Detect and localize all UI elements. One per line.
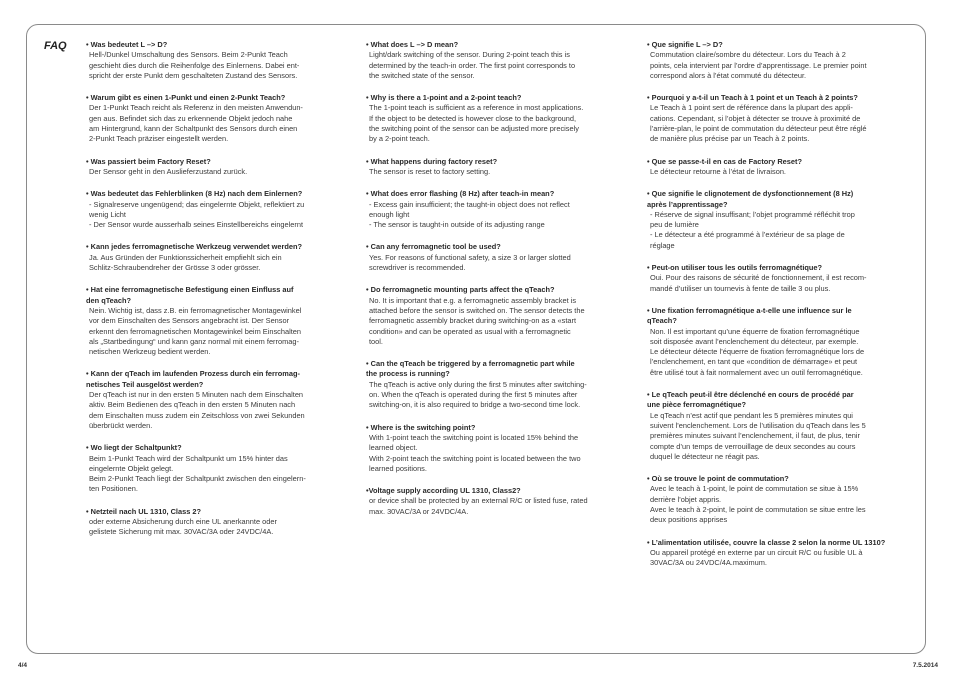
faq-item — [366, 157, 618, 178]
faq-item — [86, 443, 338, 494]
faq-answer: Nein. Wichtig ist, dass z.B. ein ferromagnetischer Montagewinkel vor dem Einschalten des Sensors angebracht ist. Der Sensor erkennt den ferromagnetischen Montagewinkel beim Einschalten als „Startbedingung“ und kann ganz normal mit einem ferromag- netischen Werkzeug bedient werden. — [89, 305, 302, 357]
faq-answer: The sensor is reset to factory setting. — [369, 166, 491, 176]
faq-item — [86, 242, 338, 273]
faq-answer: No. It is important that e.g. a ferromagnetic assembly bracket is attached before the sensor is switched on. The sensor detects the ferromagnetic assembly bracket during switching-on as a «start condition» and can be operated as usual with a ferromagnetic tool. — [369, 295, 585, 346]
faq-question: • What happens during factory reset? — [366, 156, 498, 166]
faq-question: • Où se trouve le point de commutation? — [647, 474, 789, 484]
faq-answer: Le qTeach n’est actif que pendant les 5 premières minutes qui suivent l’enclenchement. Lors de l’utilisation du qTeach dans les 5 premières minutes suivant l’enclenchement, il faut, de plus, tenir compte d’un temps de verrouillage de deux secondes au cours duquel le détecteur ne réagit pas. — [650, 410, 866, 461]
faq-item — [647, 93, 899, 144]
faq-item — [366, 242, 618, 273]
faq-item — [86, 157, 338, 178]
column-french — [647, 40, 899, 580]
faq-question: • Que se passe-t-il en cas de Factory Reset? — [647, 156, 802, 166]
faq-heading: FAQ — [44, 40, 67, 52]
faq-question: • Was passiert beim Factory Reset? — [86, 156, 211, 166]
faq-answer: Le Teach à 1 point sert de référence dans la plupart des appli- cations. Cependant, si l’objet à détecter se trouve à proximité de l’arrière-plan, le point de commutation du détecteur peut être réglé de manière plus précise par un Teach à 2 points. — [650, 103, 867, 144]
faq-question: • Can the qTeach be triggered by a ferromagnetic part while the process is running? — [366, 359, 575, 379]
faq-item — [366, 93, 618, 144]
faq-answer: The 1-point teach is sufficient as a reference in most applications. If the object to be detected is however close to the background, the switching point of the sensor can be adjusted more precisely by a 2-point teach. — [369, 103, 584, 144]
faq-answer: Le détecteur retourne à l’état de livraison. — [650, 166, 786, 176]
faq-answer: Commutation claire/sombre du détecteur. Lors du Teach à 2 points, cela intervient par l’ordre d’apprentissage. Le premier point correspond alors à l’état commuté du détecteur. — [650, 50, 867, 80]
faq-question: • Hat eine ferromagnetische Befestigung einen Einfluss auf den qTeach? — [86, 285, 294, 305]
faq-answer: - Réserve de signal insuffisant; l’objet programmé réfléchit trop peu de lumière - Le détecteur a été programmé à l’extérieur de sa plage de réglage — [650, 209, 855, 250]
faq-answer: oder externe Absicherung durch eine UL anerkannte oder gelistete Sicherung mit max. 30VAC/3A oder 24VDC/4A. — [89, 516, 277, 537]
faq-item — [366, 359, 618, 410]
faq-question: • Pourquoi y a-t-il un Teach à 1 point et un Teach à 2 points? — [647, 93, 858, 103]
faq-question: • Kann jedes ferromagnetische Werkzeug verwendet werden? — [86, 242, 303, 252]
faq-question: • Where is the switching point? — [366, 422, 476, 432]
faq-answer: Der 1-Punkt Teach reicht als Referenz in den meisten Anwendun- gen aus. Befindet sich das zu erkennende Objekt jedoch nahe am Hintergrund, kann der Schaltpunkt des Sensors durch einen 2-Punkt Teach präziser eingestellt werden. — [89, 103, 303, 144]
faq-answer: Ja. Aus Gründen der Funktionssicherheit empfiehlt sich ein Schlitz-Schraubendreher der Grösse 3 oder grösser. — [89, 252, 282, 273]
faq-item — [366, 486, 618, 517]
faq-item — [647, 40, 899, 81]
faq-question: • Why is there a 1-point and a 2-point teach? — [366, 93, 522, 103]
faq-question: • Wo liegt der Schaltpunkt? — [86, 443, 182, 453]
faq-answer: Beim 1-Punkt Teach wird der Schaltpunkt um 15% hinter das eingelernte Objekt gelegt. Beim 2-Punkt Teach liegt der Schaltpunkt zwischen den eingelern- ten Positionen. — [89, 453, 306, 494]
faq-item — [366, 285, 618, 347]
faq-item — [647, 474, 899, 525]
faq-answer: or device shall be protected by an external R/C or listed fuse, rated max. 30VAC/3A or 24VDC/4A. — [369, 496, 588, 516]
faq-answer: With 1-point teach the switching point is located 15% behind the learned object. With 2-point teach the switching point is located between the two learned positions. — [369, 432, 581, 473]
faq-item — [366, 423, 618, 474]
faq-answer: Yes. For reasons of functional safety, a size 3 or larger slotted screwdriver is recommended. — [369, 252, 571, 273]
faq-question: • What does L –> D mean? — [366, 40, 459, 49]
faq-question: • Was bedeutet das Fehlerblinken (8 Hz) nach dem Einlernen? — [86, 189, 303, 199]
faq-item — [647, 538, 899, 569]
faq-answer: - Excess gain insufficient; the taught-in object does not reflect enough light - The sensor is taught-in outside of its adjusting range — [369, 199, 570, 230]
faq-item — [366, 40, 618, 81]
column-english — [366, 40, 618, 529]
faq-answer: Light/dark switching of the sensor. During 2-point teach this is determined by the teach-in order. The first point corresponds to the switched state of the sensor. — [369, 50, 576, 80]
faq-answer: Ou appareil protégé en externe par un circuit R/C ou fusible UL à 30VAC/3A ou 24VDC/4A.maximum. — [650, 547, 863, 568]
document-date: 7.5.2014 — [912, 662, 938, 669]
faq-answer: Avec le teach à 1-point, le point de commutation se situe à 15% derrière l’objet appris. Avec le teach à 2-point, le point de commutation se situe entre les deux positions apprises — [650, 484, 866, 525]
faq-answer: Non. Il est important qu’une équerre de fixation ferromagnétique soit disposée avant l’enclenchement du détecteur, par exemple. Le détecteur détecte l’équerre de fixation ferromagnétique lors de l’enclenchement, en tant que «condition de démarrage» et peut être utilisé tout à fait normalement avec un outil ferromagnétique. — [650, 326, 865, 377]
faq-question: • L’alimentation utilisée, couvre la classe 2 selon la norme UL 1310? — [647, 537, 886, 547]
faq-item — [647, 306, 899, 378]
faq-question: • Do ferromagnetic mounting parts affect the qTeach? — [366, 285, 555, 295]
faq-question: • Que signifie le clignotement de dysfonctionnement (8 Hz) après l’apprentissage? — [647, 189, 854, 209]
faq-question: • Que signifie L –> D? — [647, 40, 723, 49]
faq-question: • What does error flashing (8 Hz) after teach-in mean? — [366, 189, 555, 199]
page-number: 4/4 — [18, 662, 28, 669]
faq-question: • Warum gibt es einen 1-Punkt und einen 2-Punkt Teach? — [86, 93, 286, 103]
faq-answer: Der qTeach ist nur in den ersten 5 Minuten nach dem Einschalten aktiv. Beim Bedienen des qTeach in den ersten 5 Minuten nach dem Einschalten muss zudem ein Zeitschloss von zwei Sekunden überbrückt werden. — [89, 390, 305, 430]
faq-item — [86, 40, 338, 81]
faq-item — [647, 189, 899, 251]
faq-item — [647, 263, 899, 294]
faq-answer: Hell-/Dunkel Umschaltung des Sensors. Beim 2-Punkt Teach geschieht dies durch die Reihenfolge des Einlernens. Dabei ent- spricht der erste Punkt dem geschalteten Zustand des Sensors. — [89, 50, 300, 80]
faq-item — [647, 390, 899, 462]
faq-question: • Le qTeach peut-il être déclenché en cours de procédé par une pièce ferromagnétique? — [647, 390, 854, 410]
column-german — [86, 40, 338, 550]
faq-answer: Oui. Pour des raisons de sécurité de fonctionnement, il est recom- mandé d’utiliser un tournevis à fente de taille 3 ou plus. — [650, 273, 867, 293]
faq-item — [647, 157, 899, 178]
faq-question: •Voltage supply according UL 1310, Class2? — [366, 486, 521, 496]
faq-question: • Can any ferromagnetic tool be used? — [366, 242, 501, 252]
faq-item — [86, 507, 338, 538]
faq-question: • Peut-on utiliser tous les outils ferromagnétique? — [647, 263, 823, 273]
faq-answer: - Signalreserve ungenügend; das eingelernte Objekt, reflektiert zu wenig Licht - Der Sensor wurde ausserhalb seines Einstellbereichs eingelernt — [89, 199, 305, 230]
faq-item — [86, 285, 338, 357]
faq-item — [366, 189, 618, 230]
faq-question: • Netzteil nach UL 1310, Class 2? — [86, 506, 201, 516]
faq-question: • Was bedeutet L –> D? — [86, 40, 168, 49]
faq-answer: The qTeach is active only during the first 5 minutes after switching- on. When the qTeach is operated during the first 5 minutes after switching-on, it is also required to bridge a two-second time lock. — [369, 379, 587, 410]
faq-answer: Der Sensor geht in den Auslieferzustand zurück. — [89, 166, 248, 176]
faq-item — [86, 93, 338, 144]
faq-item — [86, 189, 338, 230]
faq-question: • Une fixation ferromagnétique a-t-elle une influence sur le qTeach? — [647, 305, 852, 326]
faq-item — [86, 369, 338, 431]
faq-question: • Kann der qTeach im laufenden Prozess durch ein ferromag- netisches Teil ausgelöst werden? — [86, 369, 300, 389]
